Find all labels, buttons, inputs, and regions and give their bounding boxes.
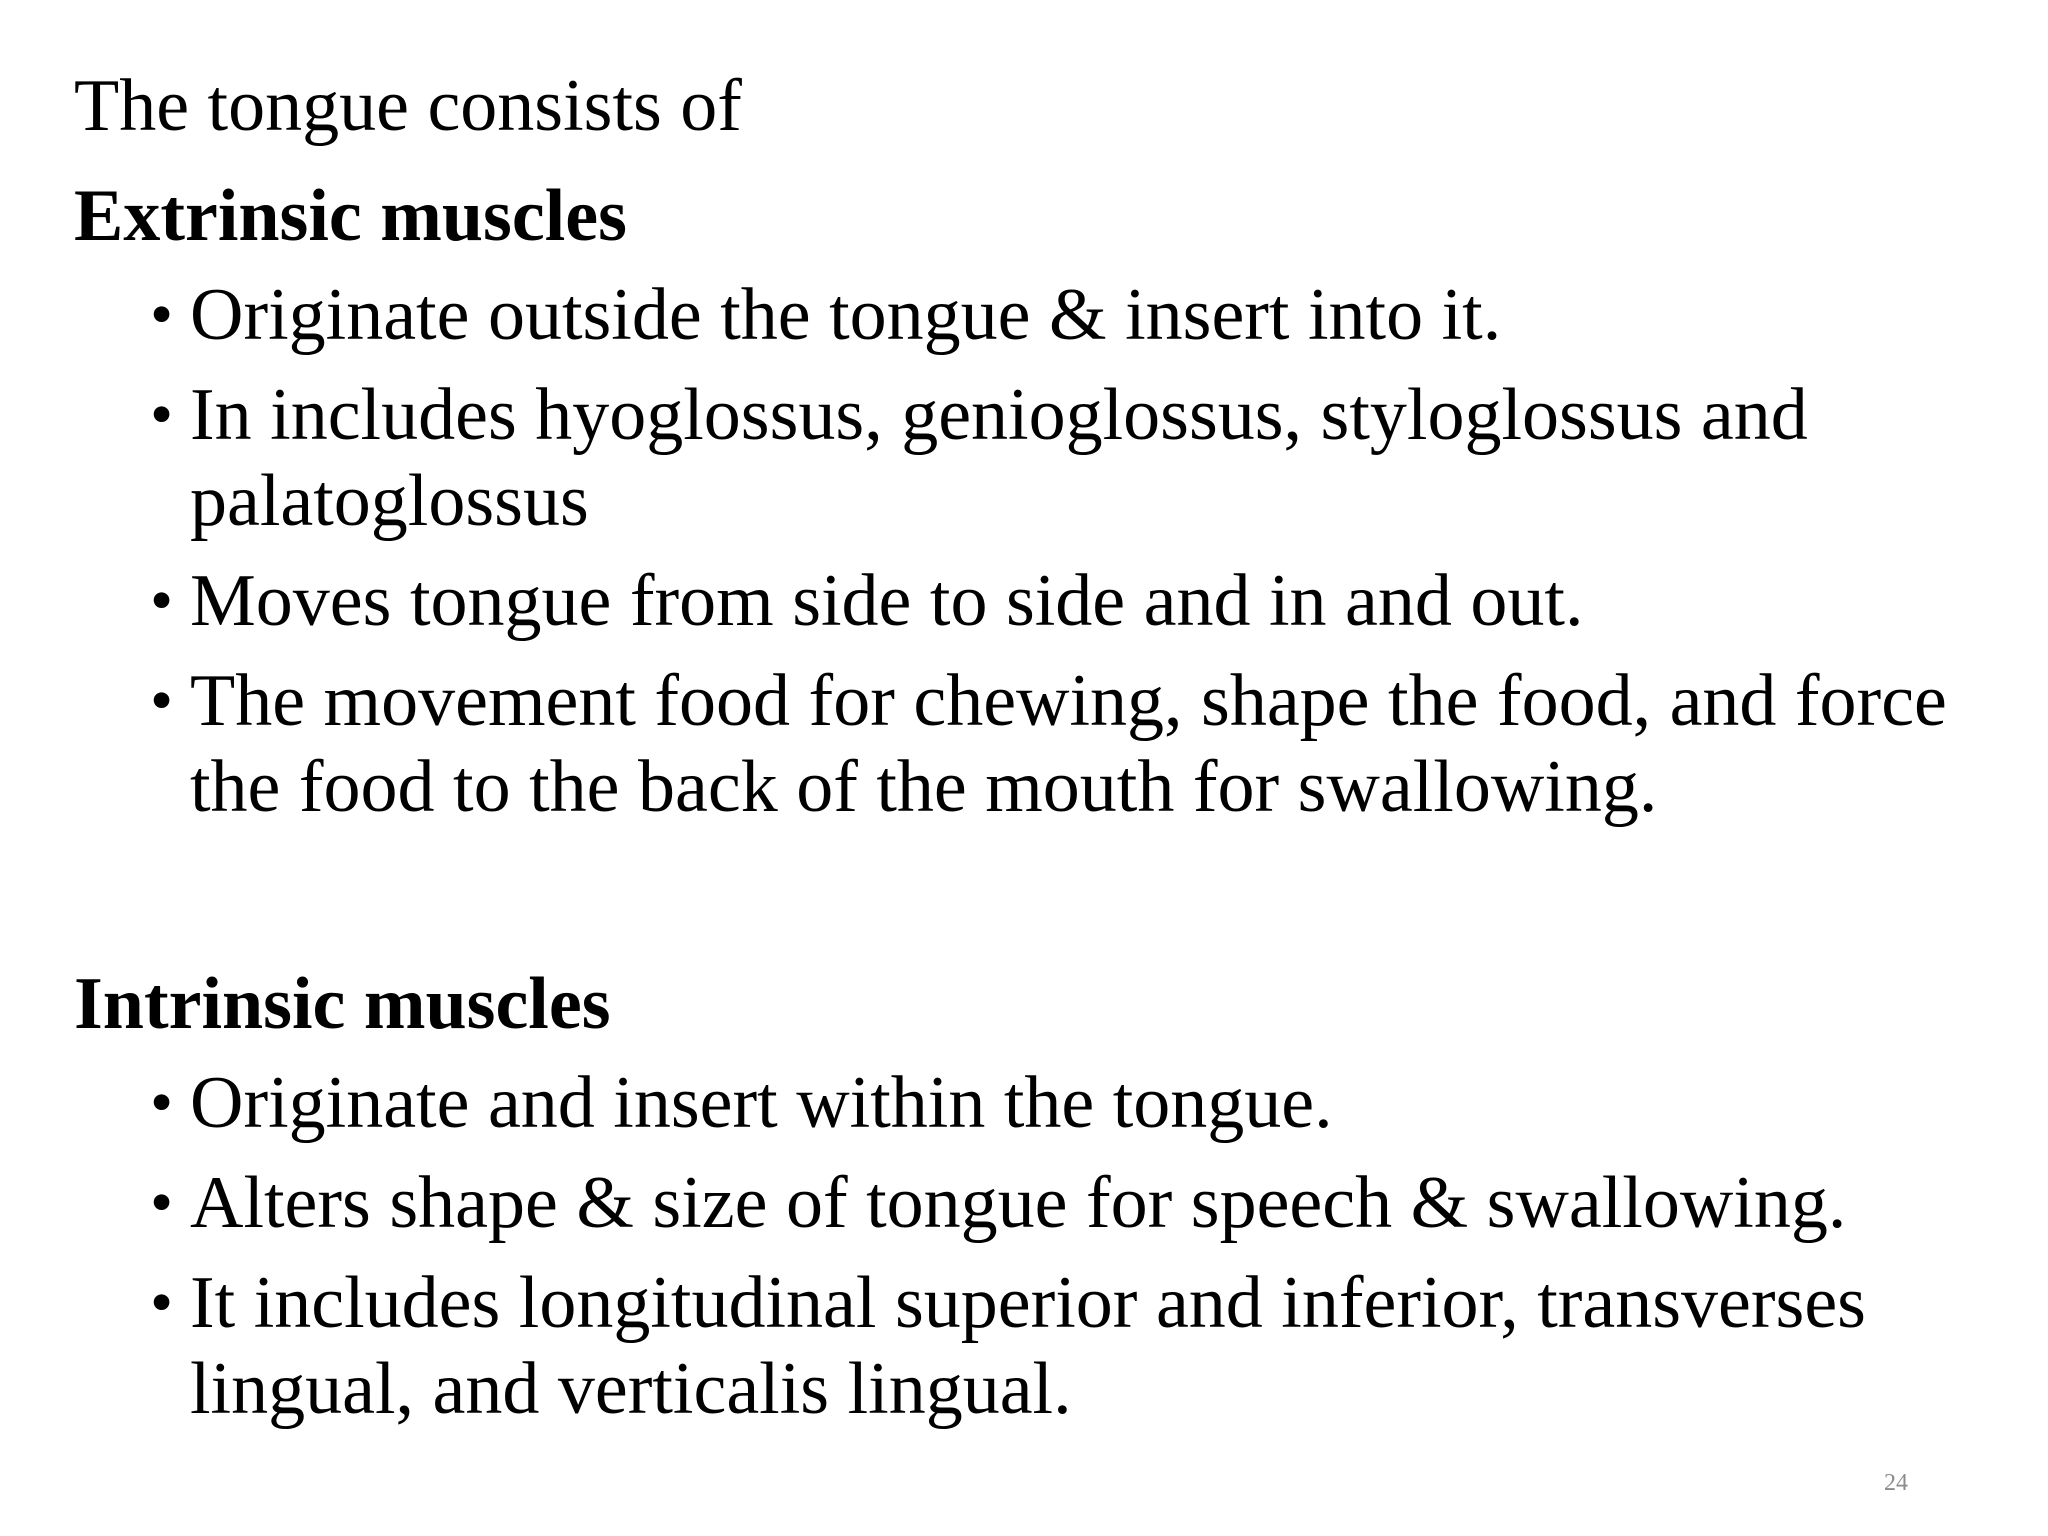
page-number: 24 — [1884, 1470, 1908, 1496]
intro-text: The tongue consists of — [74, 65, 742, 147]
bullet-text: Alters shape & size of tongue for speech & swallowing. — [190, 1162, 1847, 1244]
bullet-text: Originate outside the tongue & insert into it. — [190, 274, 1502, 356]
bullet-icon: • — [150, 664, 174, 737]
bullet-icon: • — [150, 564, 174, 637]
extrinsic-heading: Extrinsic muscles — [74, 175, 627, 257]
bullet-icon: • — [150, 1166, 174, 1239]
bullet-icon: • — [150, 1066, 174, 1139]
list-item — [0, 272, 2048, 358]
bullet-icon: • — [150, 378, 174, 451]
list-item — [0, 558, 2048, 644]
bullet-icon: • — [150, 278, 174, 351]
bullet-text: Moves tongue from side to side and in and out. — [190, 560, 1584, 642]
list-item — [0, 658, 2048, 830]
list-item — [0, 372, 2048, 544]
list-item — [0, 1160, 2048, 1246]
list-item — [0, 1060, 2048, 1146]
bullet-text: It includes longitudinal superior and inferior, transverses lingual, and verticalis lingual. — [190, 1262, 1866, 1430]
bullet-icon: • — [150, 1266, 174, 1339]
list-item — [0, 1260, 2048, 1432]
intrinsic-bullet-list — [0, 1060, 2048, 1446]
intrinsic-heading: Intrinsic muscles — [74, 963, 611, 1045]
extrinsic-bullet-list — [0, 272, 2048, 844]
bullet-text: In includes hyoglossus, genioglossus, styloglossus and palatoglossus — [190, 374, 1808, 542]
bullet-text: Originate and insert within the tongue. — [190, 1062, 1333, 1144]
bullet-text: The movement food for chewing, shape the food, and force the food to the back of the mouth for swallowing. — [190, 660, 1947, 828]
